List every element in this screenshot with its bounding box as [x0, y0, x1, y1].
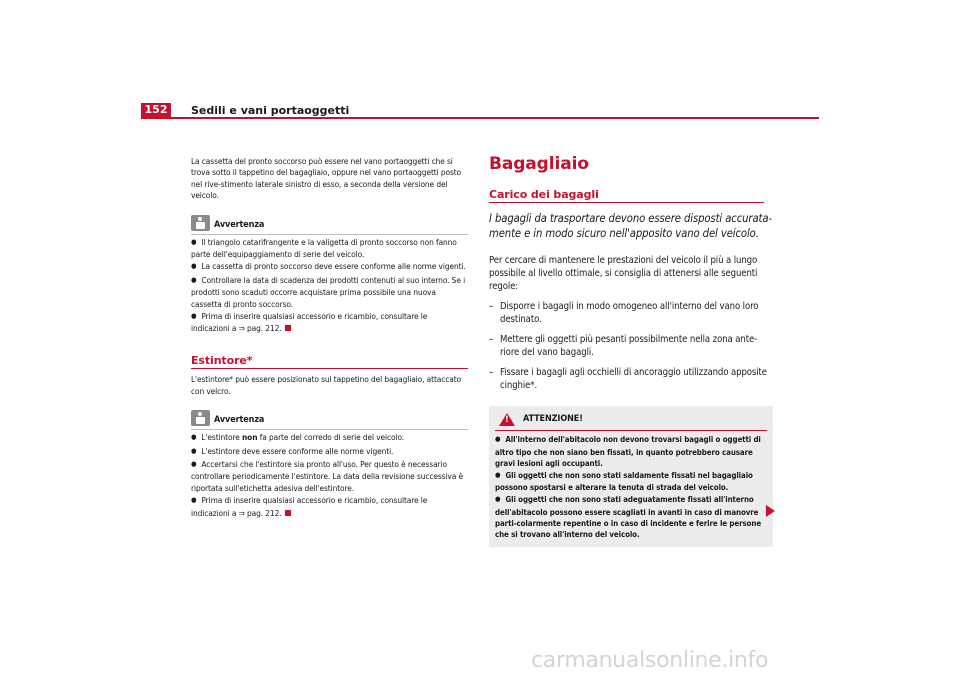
rule-step: – Disporre i bagagli in modo omogeneo all'interno del vano loro destinato.: [489, 300, 774, 326]
warning-heading: [495, 412, 767, 426]
note-bullet-bold: non: [241, 432, 258, 443]
warning-title: ATTENZIONE!: [523, 413, 583, 424]
note-heading: [191, 215, 468, 231]
note-bullet: ● L'estintore deve essere conforme alle norme vigenti.: [191, 446, 468, 458]
subsection-rule: [489, 202, 764, 203]
watermark: carmanualsonline.info: [531, 648, 769, 673]
warning-bullet: ● Gli oggetti che non sono stati adeguatamente fissati all'interno dell'abitacolo possono essere scagliati in avanti in caso di manovre parti-colarmente repentine o in caso di incidente e ferire le persone che si trovano all'interno del veicolo.: [495, 494, 767, 540]
note-title: Avvertenza: [214, 415, 265, 426]
note-bullet-last: [191, 495, 468, 519]
section-end-marker: [285, 510, 291, 516]
page-number: 152: [141, 103, 171, 117]
section-end-marker: [285, 325, 291, 331]
note-bullet-text: Prima di inserire qualsiasi accessorio e ricambio, consultare le indicazioni a ⇒ pag. 212.: [191, 495, 428, 518]
note-bullet-text: Prima di inserire qualsiasi accessorio e ricambio, consultare le indicazioni a ⇒ pag. 212.: [191, 311, 428, 334]
note-bullet: ● La cassetta di pronto soccorso deve essere conforme alle norme vigenti.: [191, 261, 468, 273]
note-heading: [191, 410, 468, 426]
warning-box: [489, 406, 773, 547]
note-title: Avvertenza: [214, 219, 265, 230]
warning-triangle-icon: [499, 413, 515, 426]
note-icon: [191, 215, 210, 231]
note-bullet: ● Il triangolo catarifrangente e la valigetta di pronto soccorso non fanno parte dell'equipaggiamento di serie del veicolo.: [191, 237, 468, 261]
subsection-title: Carico dei bagagli: [489, 188, 599, 201]
note-bullet-last: [191, 311, 468, 335]
left-column: [191, 156, 468, 519]
note-divider: [191, 429, 468, 430]
estintore-paragraph: L'estintore* può essere posizionato sul tappetino del bagagliaio, attaccato con velcro.: [191, 374, 462, 396]
rule-step: – Fissare i bagagli agli occhielli di ancoraggio utilizzando apposite cinghie*.: [489, 366, 774, 392]
continue-arrow-icon: [766, 505, 775, 517]
chapter-title: Bagagliaio: [489, 154, 589, 174]
section-rule: [191, 368, 468, 369]
note-bullet-text: fa parte del corredo di serie del veicolo.: [257, 432, 405, 443]
running-header: Sedili e vani portaoggetti: [191, 104, 350, 117]
note-bullet: [191, 432, 468, 444]
warning-divider: [495, 430, 767, 431]
rules-paragraph: Per cercare di mantenere le prestazioni del veicolo il più a lungo possibile al livello ottimale, si consiglia di attenersi alle seguenti regole:: [489, 255, 758, 293]
section-title-estintore: Estintore*: [191, 353, 253, 367]
right-column: [489, 156, 774, 547]
note-bullet: ● Controllare la data di scadenza dei prodotti contenuti al suo interno. Se i prodotti sono scaduti occorre acquistare prima possibile una nuova cassetta di pronto soccorso.: [191, 275, 468, 310]
note-icon: [191, 410, 210, 426]
first-aid-paragraph: La cassetta del pronto soccorso può essere nel vano portaoggetti che si trova sotto il tappetino del bagagliaio, oppure nel vano portaoggetti posto nel rive-stimento laterale sinistro di esso, a seconda della versione del veicolo.: [191, 156, 462, 201]
note-bullet-text: L'estintore: [201, 432, 242, 443]
note-divider: [191, 234, 468, 235]
header-rule: [141, 117, 819, 119]
warning-bullet: ● All'interno dell'abitacolo non devono trovarsi bagagli o oggetti di altro tipo che non siano ben fissati, in quanto potrebbero causare gravi lesioni agli occupanti.: [495, 434, 767, 469]
warning-bullet: ● Gli oggetti che non sono stati saldamente fissati nel bagagliaio possono spostarsi e alterare la tenuta di strada del veicolo.: [495, 470, 767, 493]
rule-step: – Mettere gli oggetti più pesanti possibilmente nella zona ante-riore del vano bagagli.: [489, 333, 774, 359]
note-bullet: ● Accertarsi che l'estintore sia pronto all'uso. Per questo è necessario controllare periodicamente l'estintore. La data della revisione successiva è riportata sull'etichetta adesiva dell'estintore.: [191, 459, 468, 494]
intro-italic: I bagagli da trasportare devono essere disposti accurata-mente e in modo sicuro nell'apposito vano del veicolo.: [489, 212, 772, 241]
